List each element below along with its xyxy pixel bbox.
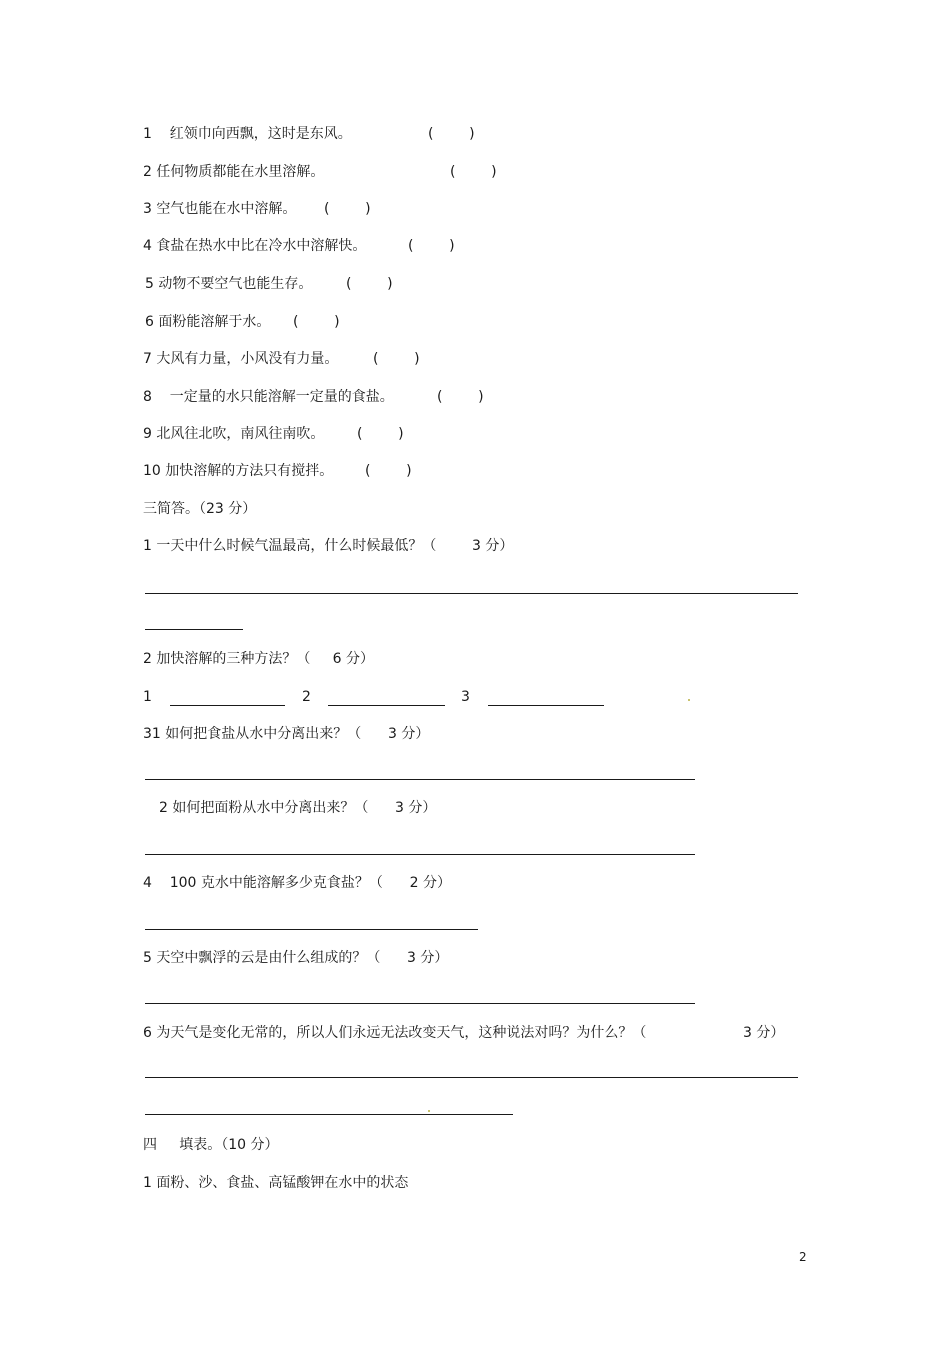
question-3-2: 2 加快溶解的三种方法？（ 6 分）: [143, 651, 374, 667]
question-3-3-1: 31 如何把食盐从水中分离出来？（ 3 分）: [143, 726, 430, 742]
judgement-answer-5[interactable]: ( ): [346, 276, 393, 292]
judgement-item-2: 2 任何物质都能在水里溶解。: [143, 164, 325, 180]
method-label-2: 2: [302, 689, 311, 705]
answer-line-3-5[interactable]: [145, 1003, 695, 1004]
judgement-item-4: 4 食盐在热水中比在冷水中溶解快。: [143, 238, 367, 254]
judgement-answer-3[interactable]: ( ): [324, 201, 371, 217]
stray-dot: [688, 699, 690, 701]
section-3-title: 三简答。（23 分）: [143, 501, 257, 517]
judgement-item-7: 7 大风有力量，小风没有力量。: [143, 351, 339, 367]
judgement-answer-9[interactable]: ( ): [357, 426, 404, 442]
judgement-item-1: 1 红领巾向西飘，这时是东风。: [143, 126, 352, 142]
question-3-4: 4 100 克水中能溶解多少克食盐？（ 2 分）: [143, 875, 451, 891]
judgement-item-9: 9 北风往北吹，南风往南吹。: [143, 426, 325, 442]
stray-dot-2: [428, 1110, 430, 1112]
answer-line-3-3-1[interactable]: [145, 779, 695, 780]
question-3-3-2: 2 如何把面粉从水中分离出来？（ 3 分）: [159, 800, 437, 816]
answer-line-3-3-2[interactable]: [145, 854, 695, 855]
method-label-1: 1: [143, 689, 152, 705]
page-number: 2: [799, 1250, 807, 1264]
judgement-answer-10[interactable]: ( ): [365, 463, 412, 479]
judgement-answer-1[interactable]: ( ): [428, 126, 475, 142]
question-3-5: 5 天空中飘浮的云是由什么组成的？（ 3 分）: [143, 950, 449, 966]
judgement-answer-4[interactable]: ( ): [408, 238, 455, 254]
answer-line-3-6b[interactable]: [145, 1114, 513, 1115]
answer-line-3-4[interactable]: [145, 929, 478, 930]
question-3-6: 6 为天气是变化无常的，所以人们永远无法改变天气，这种说法对吗？为什么？（: [143, 1025, 647, 1041]
question-3-6-score: 3 分）: [743, 1025, 785, 1041]
judgement-answer-2[interactable]: ( ): [450, 164, 497, 180]
answer-line-3-1b[interactable]: [145, 629, 243, 630]
judgement-answer-7[interactable]: ( ): [373, 351, 420, 367]
method-line-2[interactable]: [328, 705, 445, 706]
judgement-answer-8[interactable]: ( ): [437, 389, 484, 405]
judgement-answer-6[interactable]: ( ): [293, 314, 340, 330]
question-4-1: 1 面粉、沙、食盐、高锰酸钾在水中的状态: [143, 1175, 409, 1191]
section-4-title: 四 填表。（10 分）: [143, 1137, 279, 1153]
method-line-3[interactable]: [488, 705, 604, 706]
method-line-1[interactable]: [170, 705, 285, 706]
method-label-3: 3: [461, 689, 470, 705]
answer-line-3-6a[interactable]: [145, 1077, 798, 1078]
judgement-item-5: 5 动物不要空气也能生存。: [145, 276, 313, 292]
judgement-item-6: 6 面粉能溶解于水。: [145, 314, 271, 330]
judgement-item-8: 8 一定量的水只能溶解一定量的食盐。: [143, 389, 394, 405]
judgement-item-3: 3 空气也能在水中溶解。: [143, 201, 297, 217]
question-3-1: 1 一天中什么时候气温最高，什么时候最低？（ 3 分）: [143, 538, 514, 554]
answer-line-3-1a[interactable]: [145, 593, 798, 594]
judgement-item-10: 10 加快溶解的方法只有搅拌。: [143, 463, 334, 479]
